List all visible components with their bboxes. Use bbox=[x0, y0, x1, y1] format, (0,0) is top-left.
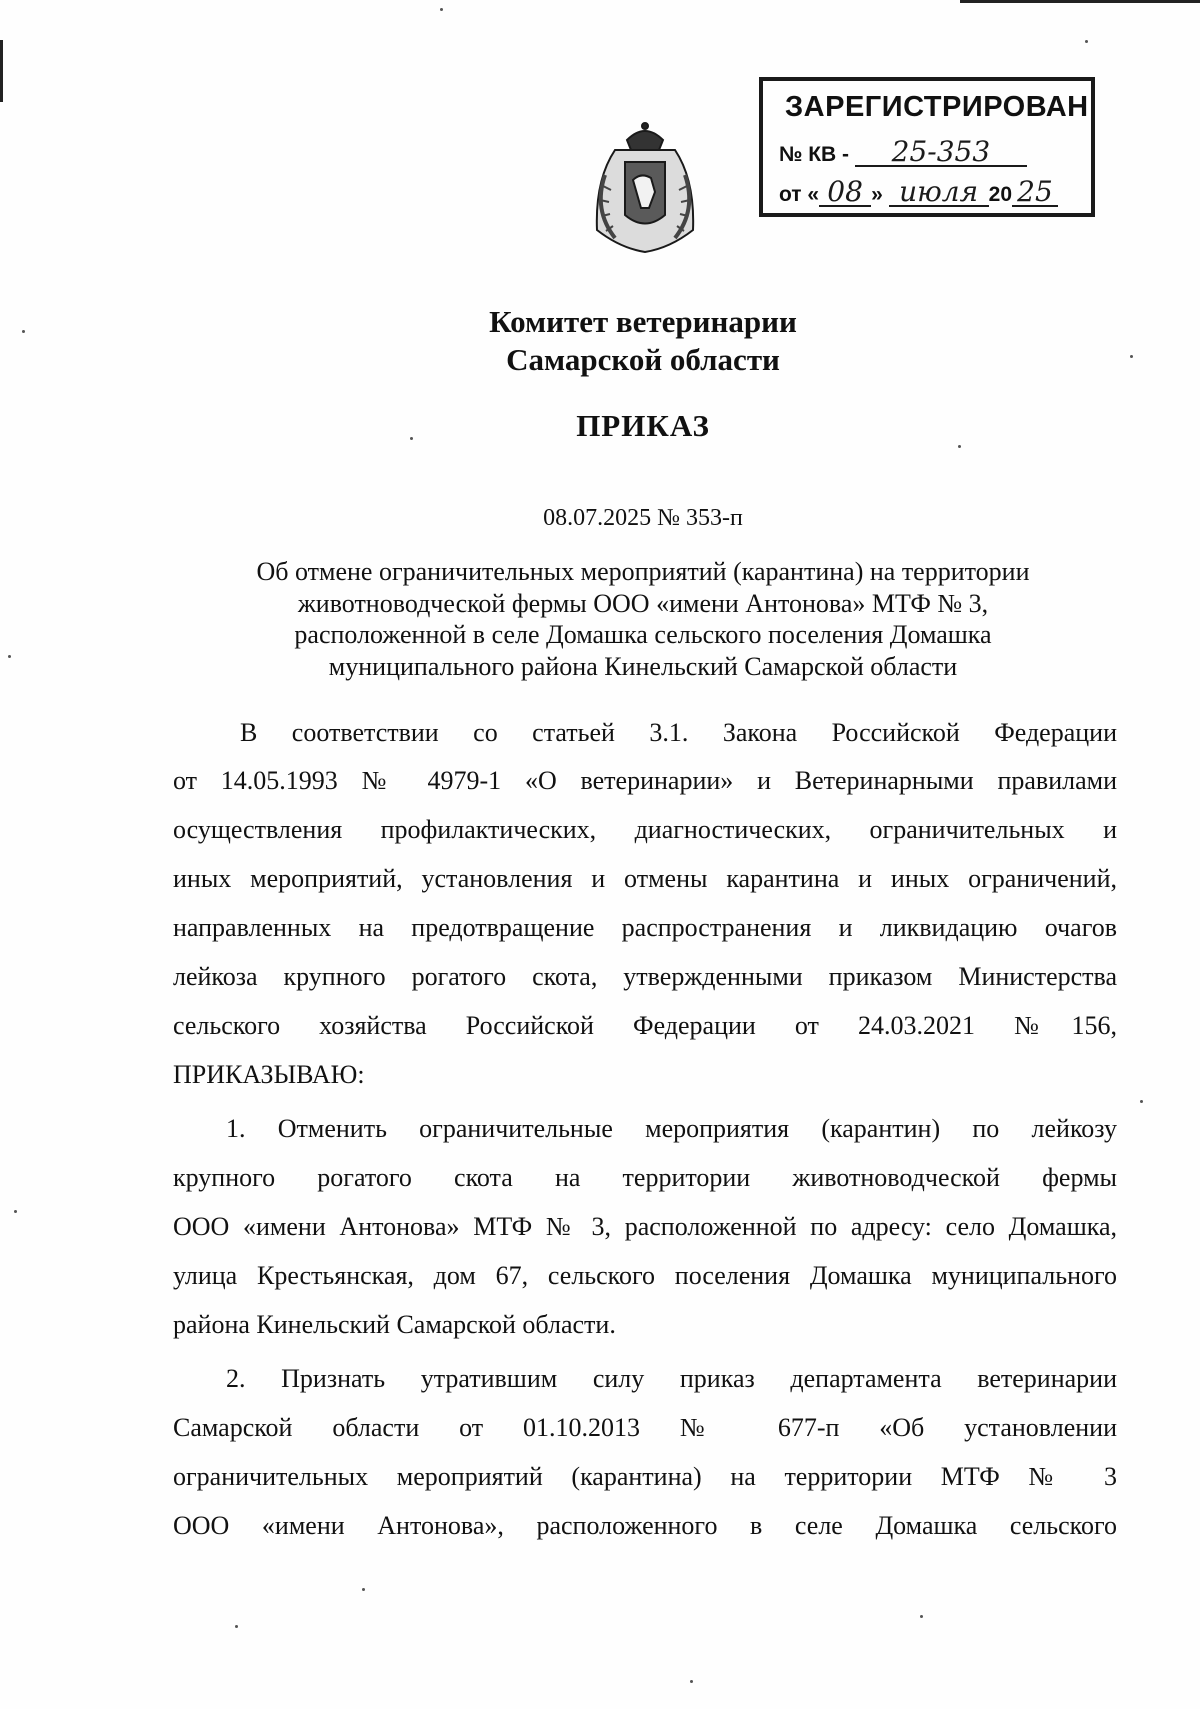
scan-speck bbox=[362, 1588, 365, 1591]
body-line: В соответствии со статьей 3.1. Закона Российской Федерации bbox=[240, 718, 1117, 747]
scan-edge-mark bbox=[0, 40, 3, 102]
stamp-title: ЗАРЕГИСТРИРОВАН bbox=[785, 91, 1089, 123]
body-line: улица Крестьянская, дом 67, сельского поселения Домашка муниципального bbox=[173, 1261, 1117, 1290]
body-line: района Кинельский Самарской области. bbox=[173, 1310, 616, 1339]
body-line: осуществления профилактических, диагностических, ограничительных и bbox=[173, 815, 1117, 844]
document-subject bbox=[220, 556, 1066, 682]
body-line: сельского хозяйства Российской Федерации от 24.03.2021 №156, bbox=[173, 1011, 1117, 1040]
body-line: иных мероприятий, установления и отмены карантина и иных ограничений, bbox=[173, 864, 1117, 893]
stamp-date-century: 20 bbox=[988, 183, 1012, 206]
subject-line: животноводческой фермы ООО «имени Антонова» МТФ № 3, bbox=[297, 588, 989, 618]
subject-line: Об отмене ограничительных мероприятий (карантина) на территории bbox=[256, 557, 1030, 586]
scan-speck bbox=[690, 1680, 693, 1683]
body-line: ООО «имени Антонова», расположенного в селе Домашка сельского bbox=[173, 1511, 1117, 1540]
scan-speck bbox=[1085, 40, 1088, 43]
coat-of-arms-emblem bbox=[575, 120, 715, 260]
scan-edge-mark bbox=[960, 0, 1200, 3]
stamp-number-row bbox=[779, 135, 1027, 168]
organization-name-line1: Комитет ветеринарии bbox=[489, 304, 797, 339]
scan-speck bbox=[22, 330, 25, 333]
organization-name-line2: Самарской области bbox=[506, 342, 780, 377]
scan-speck bbox=[235, 1625, 238, 1628]
stamp-date-row bbox=[779, 175, 1058, 208]
body-line: ограничительных мероприятий (карантина) на территории МТФ № 3 bbox=[173, 1462, 1117, 1491]
stamp-date-year: 25 bbox=[1012, 179, 1058, 207]
body-line: от 14.05.1993 № 4979-1 «О ветеринарии» и Ветеринарными правилами bbox=[173, 766, 1117, 795]
stamp-date-month: июля bbox=[889, 179, 989, 207]
scan-speck bbox=[14, 1210, 17, 1213]
stamp-date-prefix: от « bbox=[779, 183, 820, 206]
body-line: Самарской области от 01.10.2013 № 677-п «Об установлении bbox=[173, 1413, 1117, 1442]
scan-speck bbox=[958, 445, 961, 448]
scan-speck bbox=[920, 1615, 923, 1618]
stamp-date-mid: » bbox=[871, 183, 883, 206]
body-line: 2. Признать утратившим силу приказ департамента ветеринарии bbox=[226, 1364, 1117, 1393]
subject-line: расположенной в селе Домашка сельского поселения Домашка bbox=[294, 620, 992, 649]
document-date-number: 08.07.2025 № 353-п bbox=[543, 505, 743, 531]
subject-line: муниципального района Кинельский Самарской области bbox=[328, 651, 958, 681]
body-line: ООО «имени Антонова» МТФ № 3, расположенной по адресу: село Домашка, bbox=[173, 1212, 1117, 1241]
document-type-title: ПРИКАЗ bbox=[576, 408, 710, 443]
body-line: ПРИКАЗЫВАЮ: bbox=[173, 1060, 365, 1089]
body-line: крупного рогатого скота на территории животноводческой фермы bbox=[173, 1163, 1117, 1192]
registration-stamp bbox=[759, 77, 1095, 217]
scan-speck bbox=[440, 8, 443, 11]
scan-speck bbox=[1140, 1100, 1143, 1103]
stamp-date-day: 08 bbox=[819, 179, 871, 207]
body-line: направленных на предотвращение распространения и ликвидацию очагов bbox=[173, 913, 1117, 942]
body-line: 1. Отменить ограничительные мероприятия (карантин) по лейкозу bbox=[226, 1114, 1117, 1143]
body-line: лейкоза крупного рогатого скота, утвержденными приказом Министерства bbox=[173, 962, 1117, 991]
scan-speck bbox=[8, 655, 11, 658]
stamp-number-value: 25-353 bbox=[855, 139, 1027, 167]
stamp-number-label: № КВ - bbox=[779, 143, 850, 166]
